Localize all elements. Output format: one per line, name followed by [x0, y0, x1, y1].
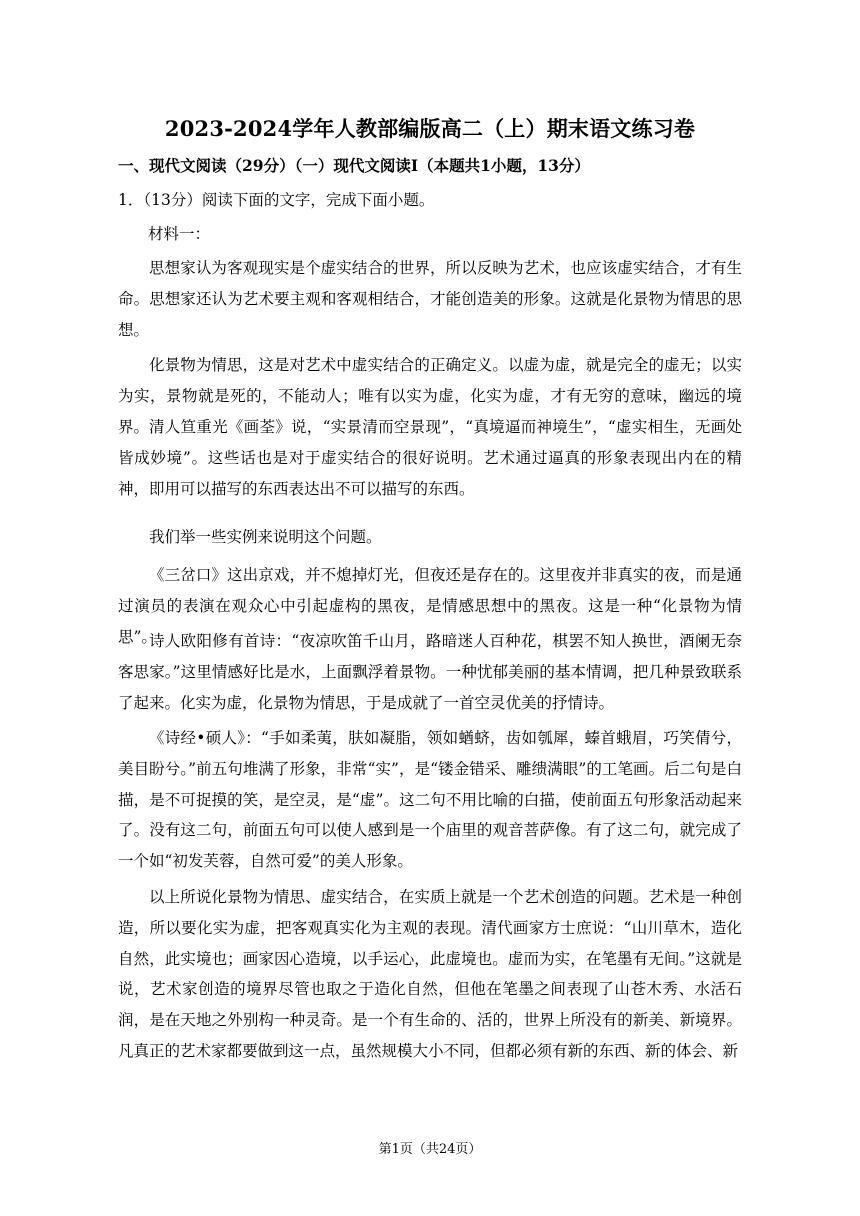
paragraph-4: 我们举一些实例来说明这个问题。	[149, 528, 382, 546]
paragraph-7: 《诗经•硕人》：“手如柔荑，肤如凝脂，领如蝤蛴，齿如瓠犀，螓首蛾眉，巧笑倩兮，美目盼兮。”前五句堆满了形象，非常“实”，是“镂金错采、雕缋满眼”的工笔画。后二句是白描，是不可捉摸的笑，是空灵，是“虚”。这二句不用比喻的白描，使前面五句形象活动起来了。没有这二句，前面五句可以使人感到是一个庙里的观音菩萨像。有了这二句，就完成了一个如“初发芙蓉，自然可爱”的美人形象。	[118, 729, 742, 871]
paragraph-8: 以上所说化景物为情思、虚实结合，在实质上就是一个艺术创造的问题。艺术是一种创造，所以要化实为虚，把客观真实化为主观的表现。清代画家方士庶说：“山川草木，造化自然，此实境也；画家因心造境，以手运心，此虚境也。虚而为实，在笔墨有无间。”这就是说，艺术家创造的境界尽管也取之于造化自然，但他在笔墨之间表现了山苍木秀、水活石润，是在天地之外别构一种灵奇。是一个有生命的、活的，世界上所没有的新美、新境界。凡真正的艺术家都要做到这一点，虽然规模大小不同，但都必须有新的东西、新的体会、新	[118, 888, 742, 1060]
paragraph-1: 思想家认为客观现实是个虚实结合的世界，所以反映为艺术，也应该虚实结合，才有生命。思想家还认为艺术要主观和客观相结合，才能创造美的形象。这就是化景物为情思的思想。	[118, 259, 742, 339]
paragraph-3: 清人笪重光《画荃》说，“实景清而空景现”，“真境逼而神境生”，“虚实相生，无画处皆成妙境”。这些话也是对于虚实结合的很好说明。艺术通过逼真的形象表现出内在的精神，即用可以描写的东西表达出不可以描写的东西。	[118, 418, 742, 498]
paragraph-2: 化景物为情思，这是对艺术中虚实结合的正确定义。以虚为虚，就是完全的虚无；以实为实，景物就是死的，不能动人；唯有以实为虚，化实为虚，才有无穷的意味，幽远的境界。	[118, 356, 742, 436]
paragraph-5: 《三岔口》这出京戏，并不熄掉灯光，但夜还是存在的。这里夜并非真实的夜，而是通过演员的表演在观众心中引起虚构的黑夜，是情感思想中的黑夜。这是一种“化景物为情思”。	[118, 566, 742, 646]
section-heading: 一、现代文阅读（29分）（一）现代文阅读Ⅰ（本题共1小题，13分）	[118, 156, 590, 175]
paragraph-6: 诗人欧阳修有首诗：“夜凉吹笛千山月，路暗迷人百种花，棋罢不知人换世，酒阑无奈客思家。”这里情感好比是水，上面飘浮着景物。一种忧郁美丽的基本情调，把几种景致联系了起来。化实为虚，化景物为情思，于是成就了一首空灵优美的抒情诗。	[118, 632, 742, 712]
document-title: 2023-2024学年人教部编版高二（上）期末语文练习卷	[164, 116, 696, 141]
question-intro: 1．（13分）阅读下面的文字，完成下面小题。	[118, 191, 435, 209]
page-footer: 第1页（共24页）	[378, 1142, 482, 1157]
material-label: 材料一：	[148, 225, 211, 243]
